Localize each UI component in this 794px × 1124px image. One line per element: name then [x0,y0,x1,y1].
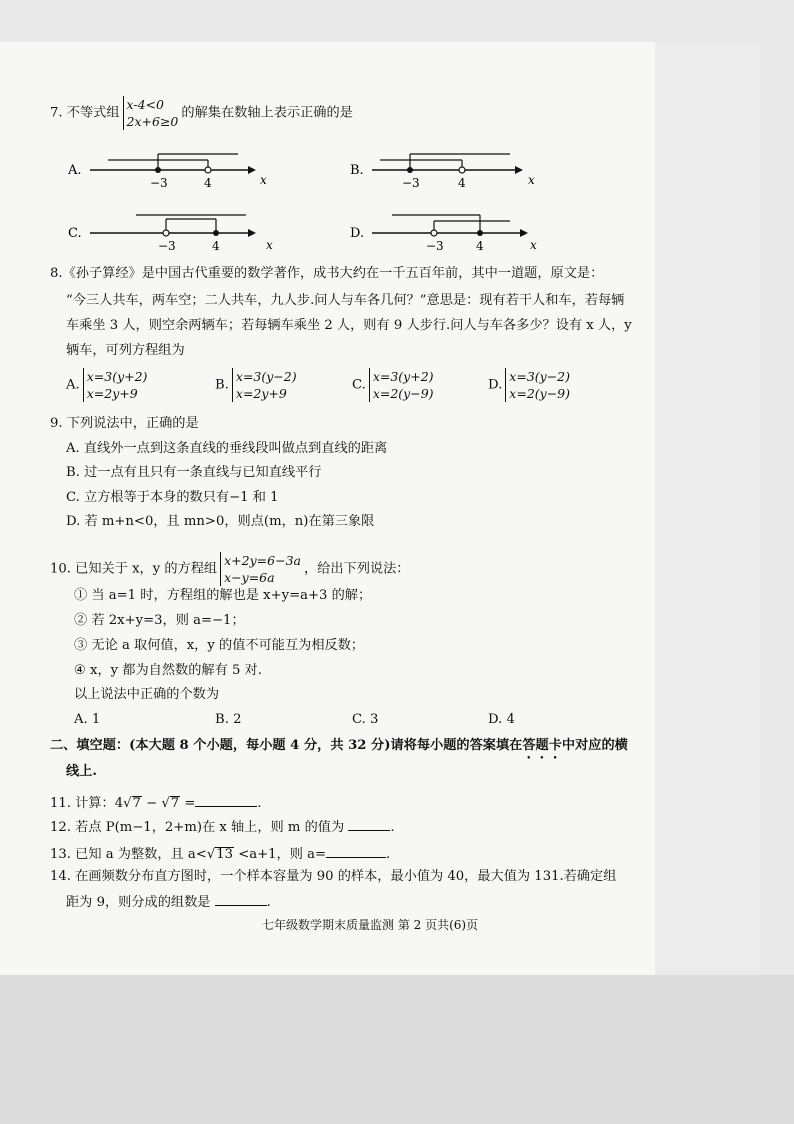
svg-text:−3: −3 [150,176,168,190]
svg-text:B.: B. [350,163,364,178]
question-8-line-3: 车乘坐 3 人，则空余两辆车；若每辆车乘坐 2 人，则有 9 人步行.问人与车各多少？设有 x 人，y [66,318,632,333]
inequality-system: x-4<0 2x+6≥0 [123,96,179,130]
section-2-heading-cont: 线上. [66,764,97,779]
q10-option-a: A. 1 [74,712,101,727]
answer-blank-13[interactable] [326,843,386,858]
q10-option-b: B. 2 [215,712,242,727]
q7-option-c [68,205,288,255]
svg-text:D.: D. [350,226,365,241]
svg-text:x: x [528,173,535,187]
number-line-c [68,205,288,255]
question-8-line-4: 辆车，可列方程组为 [66,343,185,358]
svg-text:4: 4 [204,176,212,190]
answer-blank-11[interactable] [195,792,257,807]
question-10-stem: 10. 已知关于 x，y 的方程组 x+2y=6−3a x−y=6a ，给出下列说法： [50,553,410,585]
q8-option-d: D. x=3(y−2) x=2(y−9) [488,369,571,401]
question-8-line-1: 8.《孙子算经》是中国古代重要的数学著作，成书大约在一千五百年前，其中一道题，原文是： [50,266,604,281]
number-line-a [68,142,278,192]
q10-statement-1: ① 当 a=1 时，方程组的解也是 x+y=a+3 的解； [74,588,372,603]
q7-option-d [350,205,550,255]
question-7-stem: 7. 不等式组 x-4<0 2x+6≥0 的解集在数轴上表示正确的是 [50,97,353,129]
section-2-heading: 二、填空题：(本大题 8 个小题，每小题 4 分，共 32 分)请将每小题的答案填在答题卡中对应的横 [50,738,628,753]
svg-text:4: 4 [212,239,220,253]
q7-option-b [350,142,560,192]
page-footer: 七年级数学期末质量监测 第 2 页共(6)页 [262,918,479,932]
svg-text:x: x [260,173,267,187]
q9-option-d: D. 若 m+n<0，且 mn>0，则点(m，n)在第三象限 [66,514,375,529]
question-14-line-2: 距为 9，则分成的组数是 . [66,891,271,913]
q9-option-c: C. 立方根等于本身的数只有−1 和 1 [66,490,279,505]
svg-text:−3: −3 [426,239,444,253]
q9-option-b: B. 过一点有且只有一条直线与已知直线平行 [66,465,322,480]
question-11: 11. 计算：4√7 − √7 = . [50,792,262,814]
q8-option-b: B. x=3(y−2) x=2y+9 [215,369,297,401]
number-line-b [350,142,560,192]
q9-option-a: A. 直线外一点到这条直线的垂线段叫做点到直线的距离 [66,441,388,456]
q7-option-a [68,142,278,192]
question-14-line-1: 14. 在画频数分布直方图时，一个样本容量为 90 的样本，最小值为 40，最大值为 131.若确定组 [50,869,617,884]
q10-statement-3: ③ 无论 a 取何值，x，y 的值不可能互为相反数； [74,638,365,653]
q10-option-d: D. 4 [488,712,515,727]
svg-text:−3: −3 [402,176,420,190]
answer-blank-12[interactable] [348,816,390,831]
page-edge-shadow [655,42,760,1072]
svg-text:4: 4 [476,239,484,253]
q10-option-c: C. 3 [352,712,379,727]
svg-text:x: x [266,238,273,252]
svg-text:−3: −3 [158,239,176,253]
q8-option-a: A. x=3(y+2) x=2y+9 [66,369,148,401]
q8-option-c: C. x=3(y+2) x=2(y−9) [352,369,434,401]
svg-text:C.: C. [68,226,82,241]
q10-statement-2: ② 若 2x+y=3，则 a=−1； [74,613,245,628]
svg-text:x: x [530,238,537,252]
svg-text:4: 4 [458,176,466,190]
question-12: 12. 若点 P(m−1，2+m)在 x 轴上，则 m 的值为 . [50,816,395,838]
question-13: 13. 已知 a 为整数，且 a<√13 <a+1，则 a= . [50,843,390,865]
q10-ask: 以上说法中正确的个数为 [74,687,220,702]
svg-text:A.: A. [68,163,82,178]
answer-blank-14[interactable] [215,891,267,906]
question-9-stem: 9. 下列说法中，正确的是 [50,416,199,431]
scan-background [0,975,794,1124]
q10-statement-4: ④ x，y 都为自然数的解有 5 对. [74,663,262,678]
question-8-line-2: “今三人共车，两车空；二人共车，九人步.问人与车各几何？”意思是：现有若干人和车，若每辆 [66,293,625,308]
number-line-d [350,205,550,255]
